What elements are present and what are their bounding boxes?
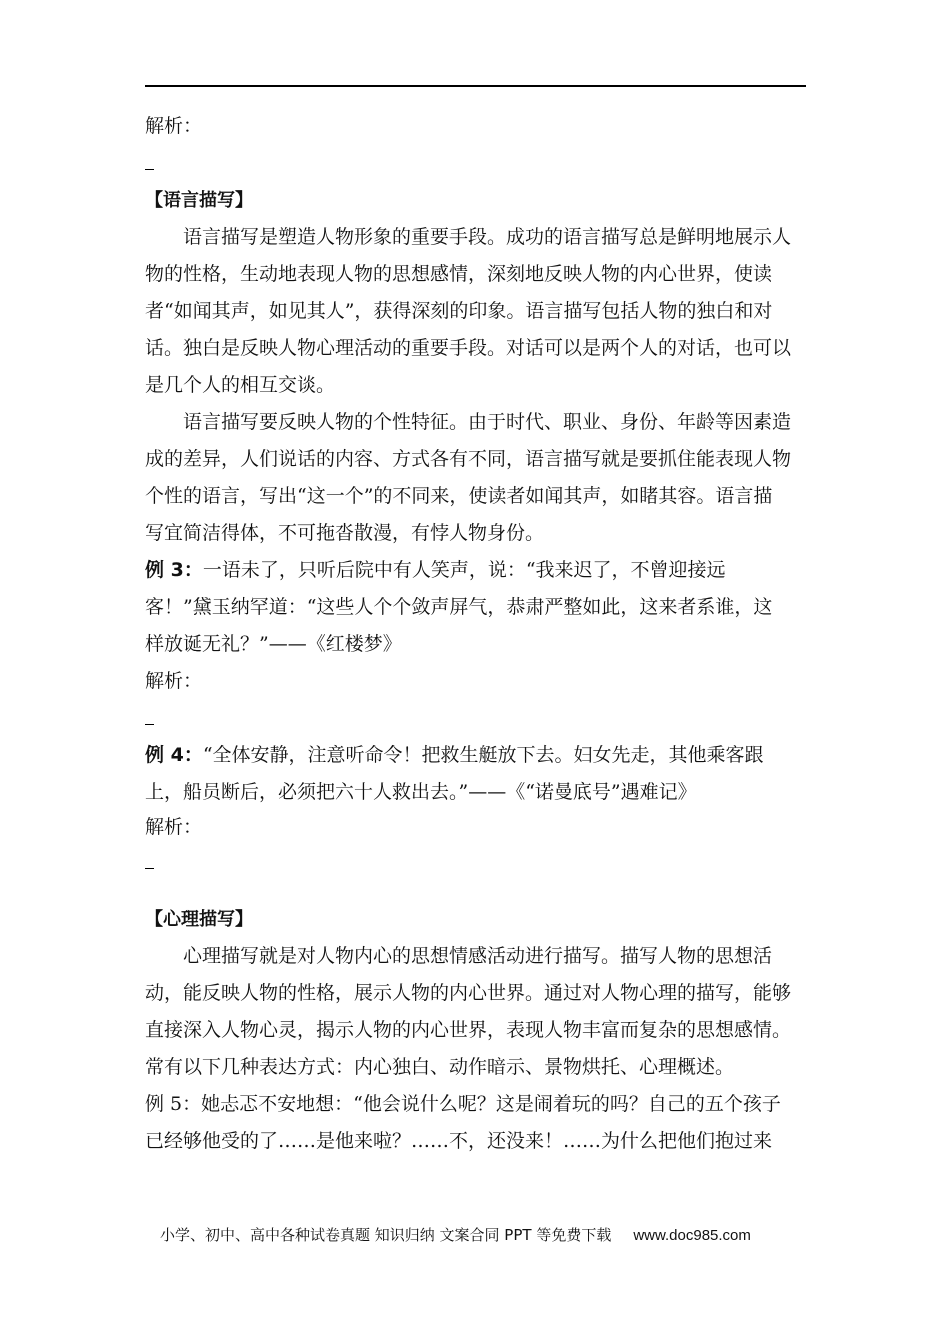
- paragraph-line: 者“如闻其声，如见其人”，获得深刻的印象。语言描写包括人物的独白和对: [145, 300, 773, 322]
- paragraph-line: 个性的语言，写出“这一个”的不同来，使读者如闻其声，如睹其容。语言描: [145, 485, 773, 507]
- header-rule: [145, 85, 806, 87]
- section-spacer: [145, 881, 807, 901]
- page-footer: [160, 1224, 800, 1245]
- example-5-line: 例 5：她忐忑不安地想：“他会说什么呢？这是闹着玩的吗？自己的五个孩子: [145, 1093, 781, 1115]
- paragraph-line: 成的差异，人们说话的内容、方式各有不同，语言描写就是要抓住能表现人物: [145, 448, 792, 470]
- footer-url[interactable]: www.doc985.com: [633, 1227, 751, 1244]
- example-text: “全体安静，注意听命令！把救生艇放下去。妇女先走，其他乘客跟: [202, 744, 764, 766]
- paragraph-line: 话。独白是反映人物心理活动的重要手段。对话可以是两个人的对话，也可以: [145, 337, 792, 359]
- section-heading-language: 【语言描写】: [145, 190, 253, 211]
- analysis-label: 解析：: [145, 670, 203, 692]
- example-text: 一语未了，只听后院中有人笑声，说：“我来迟了，不曾迎接远: [202, 559, 726, 581]
- answer-blank: [145, 700, 807, 737]
- paragraph-line: 心理描写就是对人物内心的思想情感活动进行描写。描写人物的思想活: [183, 945, 773, 967]
- example-3: [145, 552, 807, 589]
- example-line: 样放诞无礼？”——《红楼梦》: [145, 633, 402, 655]
- example-line: 上，船员断后，必须把六十人救出去。”——《“诺曼底号”遇难记》: [145, 781, 697, 803]
- paragraph-line: 直接深入人物心灵，揭示人物的内心世界，表现人物丰富而复杂的思想感情。: [145, 1019, 792, 1041]
- paragraph-line: 是几个人的相互交谈。: [145, 374, 336, 396]
- paragraph-line: 写宜简洁得体，不可拖沓散漫，有悖人物身份。: [145, 522, 545, 544]
- document-body: [145, 108, 807, 1160]
- paragraph-line: 常有以下几种表达方式：内心独白、动作暗示、景物烘托、心理概述。: [145, 1056, 735, 1078]
- example-label: 例 3：: [145, 559, 203, 581]
- example-label: 例 4：: [145, 744, 203, 766]
- example-4: [145, 737, 807, 774]
- paragraph-line: 物的性格，生动地表现人物的思想感情，深刻地反映人物的内心世界，使读: [145, 263, 773, 285]
- footer-text: 小学、初中、高中各种试卷真题 知识归纳 文案合同 PPT 等免费下载: [160, 1226, 612, 1244]
- paragraph-line: 语言描写是塑造人物形象的重要手段。成功的语言描写总是鲜明地展示人: [183, 226, 792, 248]
- analysis-label: 解析：: [145, 115, 203, 137]
- section-heading-psychology: 【心理描写】: [145, 909, 253, 930]
- answer-blank: [145, 145, 807, 182]
- paragraph-line: 动，能反映人物的性格，展示人物的内心世界。通过对人物心理的描写，能够: [145, 982, 792, 1004]
- example-5-line: 已经够他受的了……是他来啦？……不，还没来！……为什么把他们抱过来: [145, 1130, 773, 1152]
- paragraph-line: 语言描写要反映人物的个性特征。由于时代、职业、身份、年龄等因素造: [183, 411, 792, 433]
- answer-blank: [145, 844, 807, 881]
- analysis-label: 解析：: [145, 816, 203, 838]
- example-line: 客！”黛玉纳罕道：“这些人个个敛声屏气，恭肃严整如此，这来者系谁，这: [145, 596, 773, 618]
